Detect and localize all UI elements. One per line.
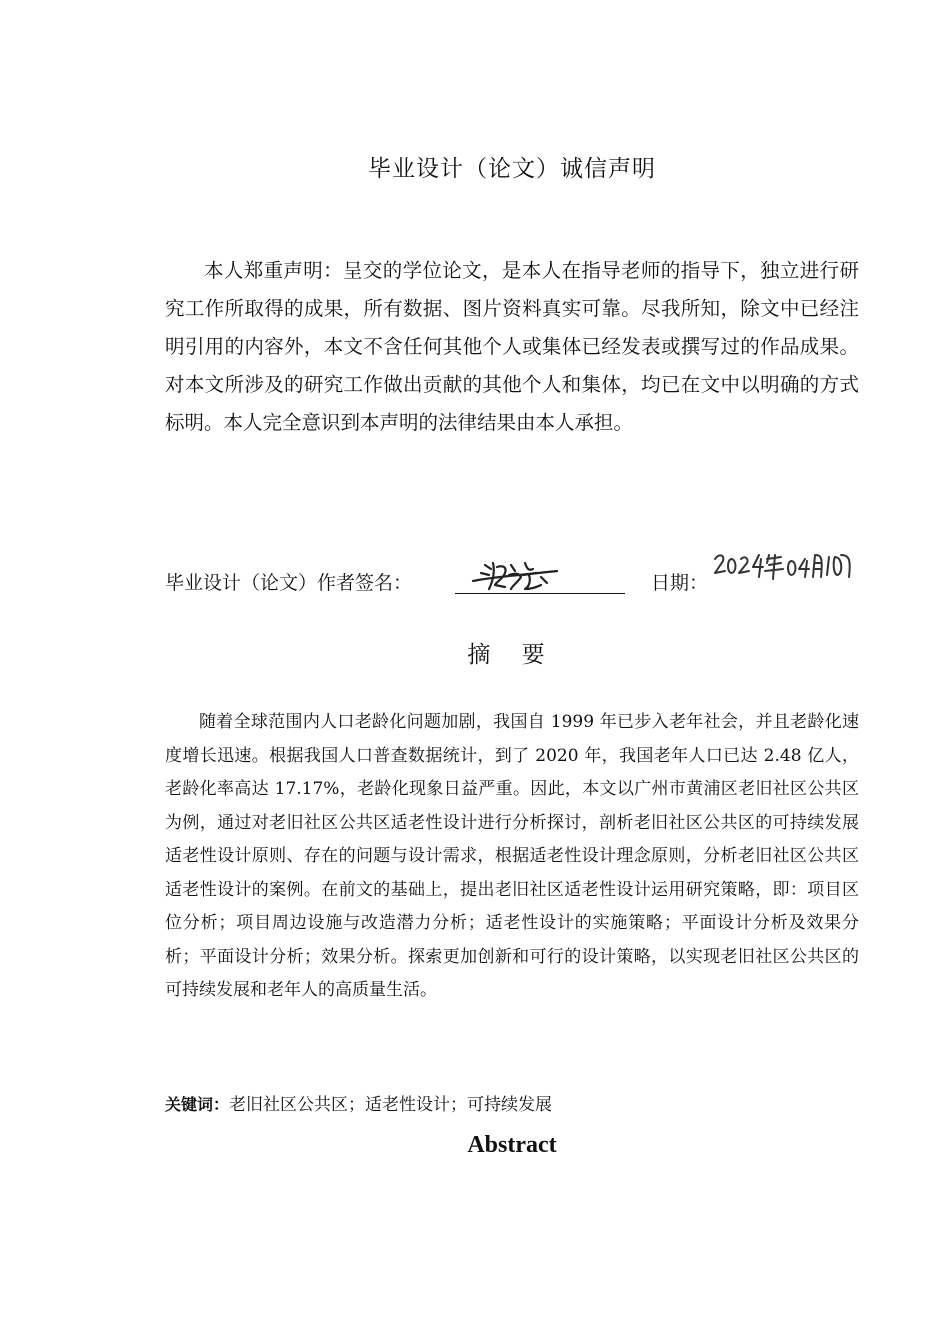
handwritten-date [713, 547, 853, 589]
author-signature-label: 毕业设计（论文）作者签名： [165, 572, 413, 594]
abstract-cn-title: 摘 要 [467, 642, 557, 668]
signature-row [165, 563, 885, 603]
abstract-en-title: Abstract [467, 1132, 557, 1158]
declaration-title: 毕业设计（论文）诚信声明 [368, 156, 656, 182]
declaration-body: 本人郑重声明：呈交的学位论文，是本人在指导老师的指导下，独立进行研究工作所取得的成果，所有数据、图片资料真实可靠。尽我所知，除文中已经注明引用的内容外，本文不含任何其他个人或集体已经发表或撰写过的作品成果。对本文所涉及的研究工作做出贡献的其他个人和集体，均已在文中以明确的方式标明。本人完全意识到本声明的法律结果由本人承担。 [165, 259, 859, 434]
keywords-line [165, 1090, 552, 1115]
abstract-cn-body: 随着全球范围内人口老龄化问题加剧，我国自 1999 年已步入老年社会，并且老龄化速度增长迅速。根据我国人口普查数据统计，到了 2020 年，我国老年人口已达 2.48 亿人，老龄化率高达 17.17%，老龄化现象日益严重。因此，本文以广州市黄浦区老旧社区公共区为例，通过对老旧社区公共区适老性设计进行分析探讨，剖析老旧社区公共区的可持续发展适老性设计原则、存在的问题与设计需求，根据适老性设计理念原则，分析老旧社区公共区适老性设计的案例。在前文的基础上，提出老旧社区适老性设计运用研究策略，即：项目区位分析；项目周边设施与改造潜力分析；适老性设计的实施策略；平面设计分析及效果分析；平面设计分析；效果分析。探索更加创新和可行的设计策略，以实现老旧社区公共区的可持续发展和老年人的高质量生活。 [165, 712, 859, 1000]
keywords-label: 关键词： [165, 1095, 230, 1114]
keywords-value: 老旧社区公共区；适老性设计；可持续发展 [229, 1095, 553, 1115]
date-label: 日期： [651, 572, 709, 594]
author-signature [471, 559, 561, 597]
